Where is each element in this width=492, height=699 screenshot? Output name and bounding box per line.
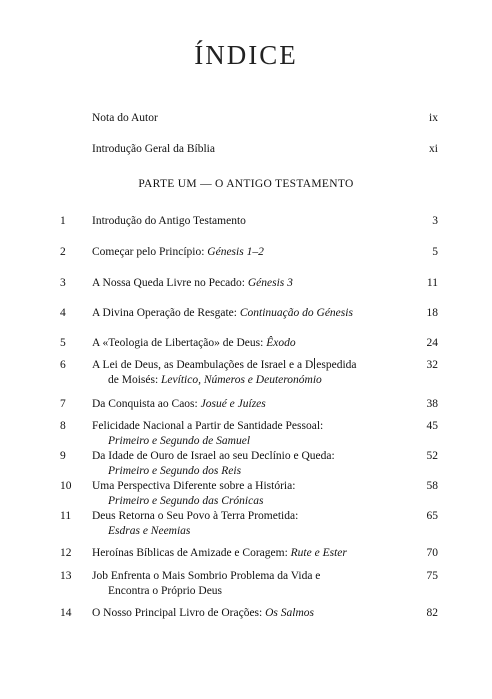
entry-page: 11 (426, 277, 438, 289)
entry-subtitle: Josué e Juízes (200, 398, 266, 410)
entry-page: xi (429, 143, 438, 155)
entry-subtitle: Esdras e Neemias (108, 525, 191, 537)
chapter-number: 1 (60, 215, 66, 227)
entry-title: A «Teologia de Libertação» de Deus: Êxodo (92, 337, 296, 349)
entry-page: 52 (426, 450, 438, 462)
entry-subtitle: Levítico, Números e Deuteronómio (161, 374, 322, 386)
entry-page: 45 (426, 420, 438, 432)
entry-title: Deus Retorna o Seu Povo à Terra Prometida: Esdras e Neemias (92, 509, 392, 539)
chapter-number: 10 (60, 480, 72, 492)
chapter-number: 12 (60, 547, 72, 559)
entry-subtitle: Rute e Ester (290, 547, 347, 559)
chapter-number: 7 (60, 398, 66, 410)
entry-subtitle: Primeiro e Segundo das Crónicas (108, 495, 264, 507)
page-title: ÍNDICE (194, 40, 298, 70)
chapter-number: 14 (60, 607, 72, 619)
entry-page: 58 (426, 480, 438, 492)
chapter-number: 4 (60, 307, 66, 319)
entry-title: Job Enfrenta o Mais Sombrio Problema da Vida e Encontra o Próprio Deus (92, 570, 321, 597)
chapter-number: 8 (60, 420, 66, 432)
entry-title: Da Conquista ao Caos: Josué e Juízes (92, 398, 266, 410)
entry-title: O Nosso Principal Livro de Orações: Os Salmos (92, 607, 314, 619)
entry-title: Heroínas Bíblicas de Amizade e Coragem: Rute e Ester (92, 547, 347, 559)
entry-title: A Nossa Queda Livre no Pecado: Génesis 3 (92, 277, 293, 289)
entry-subtitle: Continuação do Génesis (239, 307, 353, 319)
entry-title: Uma Perspectiva Diferente sobre a História: Primeiro e Segundo das Crónicas (92, 479, 392, 509)
entry-title: Nota do Autor (92, 112, 158, 124)
chapter-number: 6 (60, 359, 66, 371)
chapter-number: 9 (60, 450, 66, 462)
chapter-number: 5 (60, 337, 66, 349)
chapter-number: 2 (60, 246, 66, 258)
chapter-number: 11 (60, 510, 72, 522)
entry-page: ix (429, 112, 438, 124)
part-heading: PARTE UM — O ANTIGO TESTAMENTO (138, 178, 354, 190)
entry-page: 38 (426, 398, 438, 410)
entry-page: 65 (426, 510, 438, 522)
entry-subtitle: Êxodo (266, 337, 296, 349)
entry-subtitle: Génesis 3 (247, 277, 293, 289)
entry-page: 32 (426, 359, 438, 371)
entry-subtitle: Génesis 1–2 (207, 246, 264, 258)
chapter-number: 13 (60, 570, 72, 582)
entry-title: A Lei de Deus, as Deambulações de Israel e a D espedida de Moisés: Levítico, Números e Deuteronómio (92, 359, 357, 386)
entry-title: Felicidade Nacional a Partir de Santidade Pessoal: Primeiro e Segundo de Samuel (92, 419, 392, 449)
entry-page: 82 (426, 607, 438, 619)
entry-title: Introdução Geral da Bíblia (92, 143, 215, 155)
entry-subtitle: Primeiro e Segundo de Samuel (108, 435, 251, 447)
entry-page: 75 (426, 570, 438, 582)
entry-title: Da Idade de Ouro de Israel ao seu Declínio e Queda: Primeiro e Segundo dos Reis (92, 449, 392, 479)
entry-subtitle: Primeiro e Segundo dos Reis (108, 465, 242, 477)
entry-page: 18 (426, 307, 438, 319)
entry-title: Introdução do Antigo Testamento (92, 215, 246, 227)
entry-title: A Divina Operação de Resgate: Continuação do Génesis (92, 307, 353, 319)
entry-subtitle: Os Salmos (265, 607, 314, 619)
entry-page: 3 (432, 215, 438, 227)
entry-title: Começar pelo Princípio: Génesis 1–2 (92, 246, 264, 258)
entry-page: 24 (426, 337, 438, 349)
entry-page: 70 (426, 547, 438, 559)
chapter-number: 3 (60, 277, 66, 289)
entry-page: 5 (432, 246, 438, 258)
